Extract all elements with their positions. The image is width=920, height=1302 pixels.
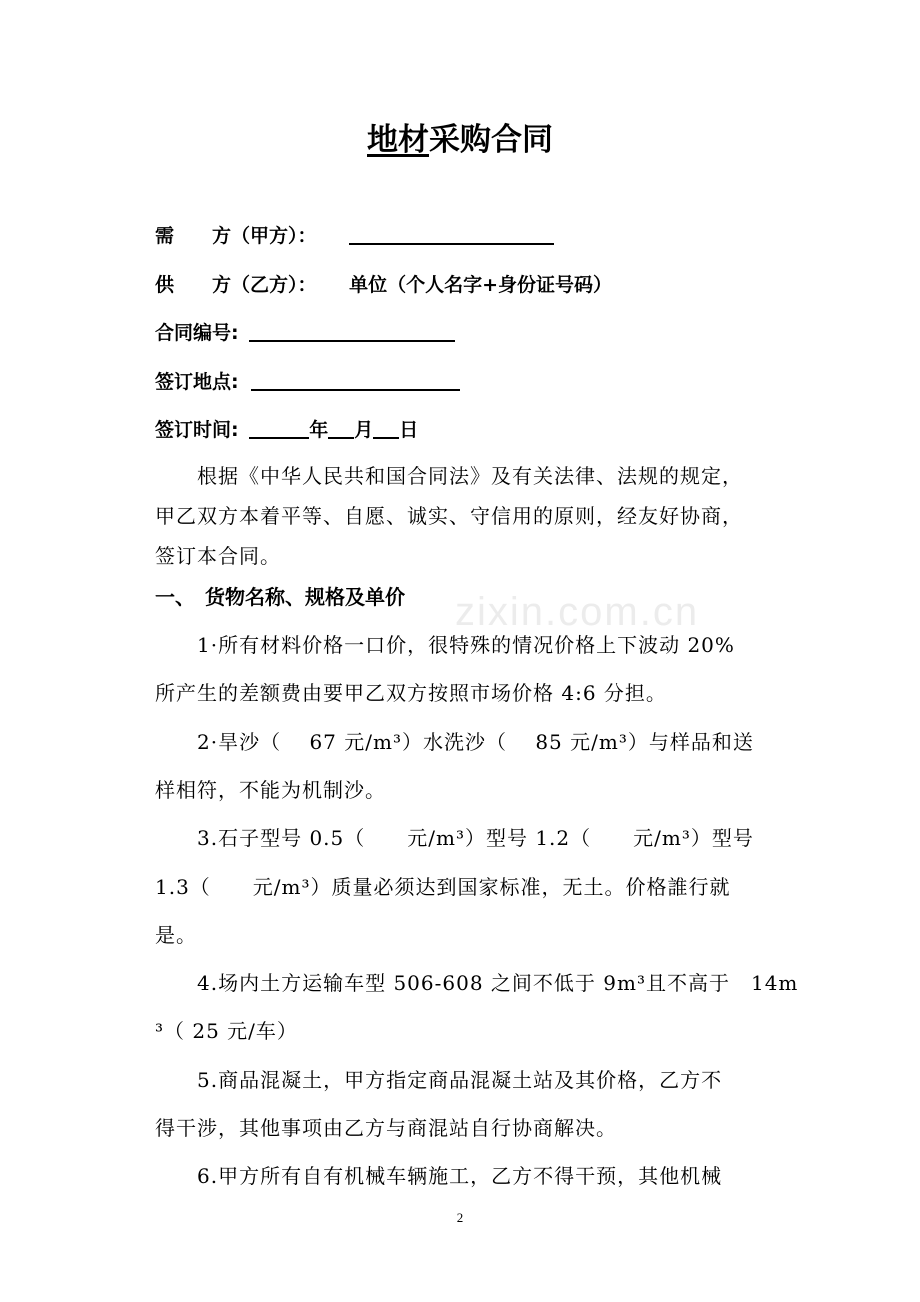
item-line-8: 4.场内土方运输车型 506-608 之间不低于 9m³且不高于 14m	[155, 971, 799, 995]
year-label: 年	[309, 419, 329, 441]
item-line-7: 是。	[155, 923, 197, 947]
contract-no-row	[155, 318, 455, 345]
sign-time-row	[155, 415, 418, 442]
watermark: zixin.com.cn	[455, 590, 700, 634]
title-underlined-part: 地材	[367, 122, 429, 158]
item-line-9: ³（ 25 元/车）	[155, 1019, 298, 1043]
buyer-row	[155, 221, 554, 248]
page-number: 2	[456, 1210, 464, 1225]
day-blank[interactable]	[373, 419, 399, 439]
intro-line-3: 签订本合同。	[155, 544, 281, 568]
item-line-4: 样相符，不能为机制沙。	[155, 778, 386, 802]
item-line-1: 1·所有材料价格一口价，很特殊的情况价格上下波动 20%	[155, 633, 735, 657]
month-blank[interactable]	[328, 419, 354, 439]
buyer-blank[interactable]	[349, 225, 554, 245]
contract-no-blank[interactable]	[249, 322, 455, 342]
sign-place-row	[155, 367, 460, 394]
intro-line-2: 甲乙双方本着平等、自愿、诚实、守信用的原则，经友好协商，	[155, 504, 743, 528]
buyer-label: 需 方（甲方）：	[155, 225, 317, 247]
item-line-2: 所产生的差额费由要甲乙双方按照市场价格 4:6 分担。	[155, 681, 667, 705]
seller-label: 供 方（乙方）：	[155, 274, 317, 296]
item-line-12: 6.甲方所有自有机械车辆施工，乙方不得干预，其他机械	[155, 1164, 723, 1188]
item-line-11: 得干涉，其他事项由乙方与商混站自行协商解决。	[155, 1116, 617, 1140]
document-title	[0, 114, 920, 159]
item-line-5: 3.石子型号 0.5（ 元/m³）型号 1.2（ 元/m³）型号	[155, 826, 754, 850]
title-rest: 采购合同	[429, 122, 553, 158]
seller-row	[155, 270, 612, 297]
intro-line-1: 根据《中华人民共和国合同法》及有关法律、法规的规定，	[155, 464, 743, 488]
month-label: 月	[354, 419, 374, 441]
sign-place-blank[interactable]	[251, 371, 460, 391]
sign-time-label: 签订时间:	[155, 419, 239, 441]
item-line-3: 2·旱沙（ 67 元/m³）水洗沙（ 85 元/m³）与样品和送	[155, 730, 754, 754]
section-1-heading: 一、 货物名称、规格及单价	[155, 585, 405, 609]
day-label: 日	[399, 419, 419, 441]
sign-place-label: 签订地点:	[155, 371, 239, 393]
seller-value: 单位（个人名字+身份证号码）	[349, 274, 613, 296]
contract-no-label: 合同编号:	[155, 322, 239, 344]
item-line-6: 1.3（ 元/m³）质量必须达到国家标准，无土。价格誰行就	[155, 875, 731, 899]
year-blank[interactable]	[249, 419, 309, 439]
item-line-10: 5.商品混凝土，甲方指定商品混凝土站及其价格，乙方不	[155, 1068, 723, 1092]
